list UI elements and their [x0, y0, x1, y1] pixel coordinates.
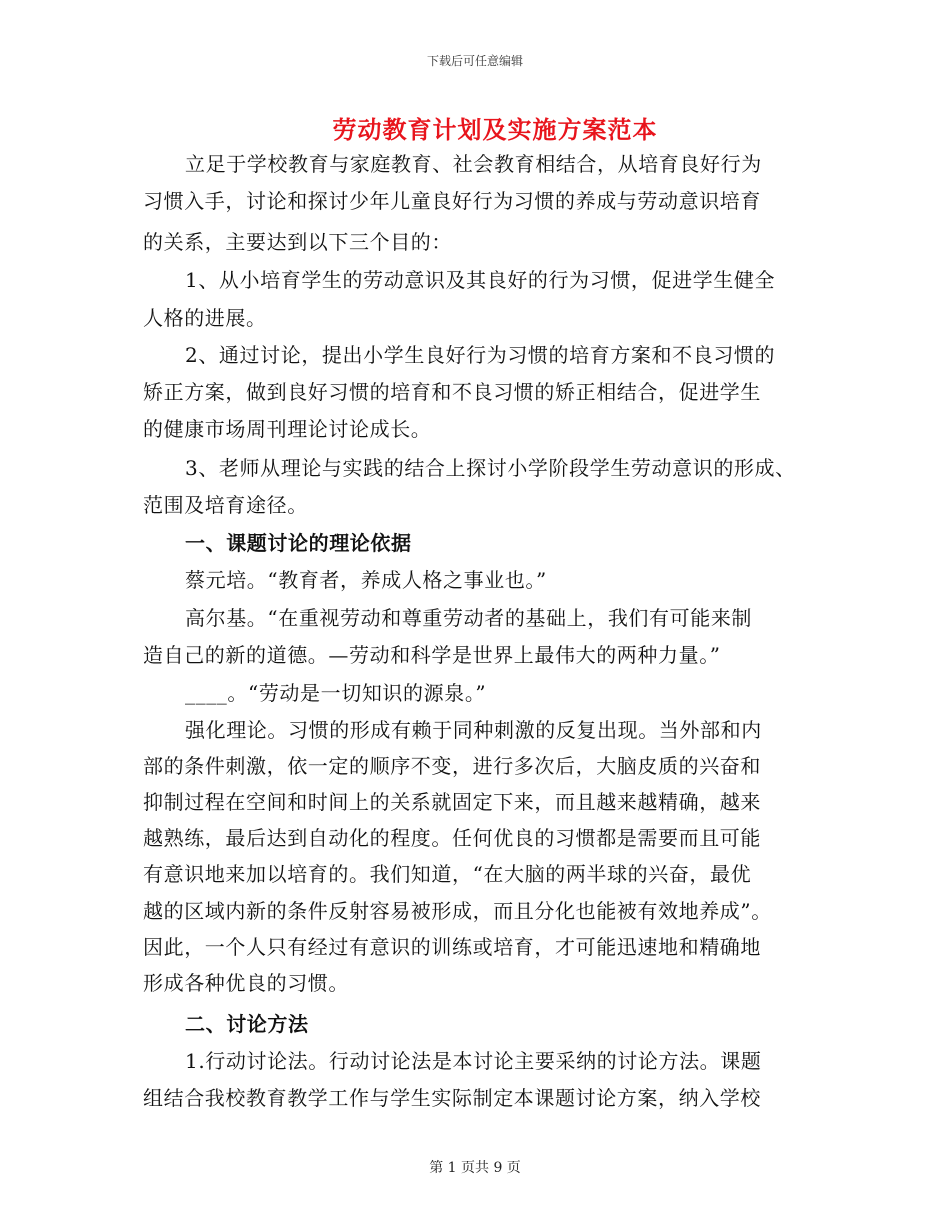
paragraph-line: 1.行动讨论法。行动讨论法是本讨论主要采纳的讨论方法。课题 [185, 1049, 762, 1073]
paragraph-line: 强化理论。习惯的形成有赖于同种刺激的反复出现。当外部和内 [185, 718, 762, 742]
paragraph-line: 因此，一个人只有经过有意识的训练或培育，才可能迅速地和精确地 [143, 935, 761, 959]
paragraph-line: 有意识地来加以培育的。我们知道，“在大脑的两半球的兴奋，最优 [143, 862, 752, 886]
paragraph-line: 2、通过讨论，提出小学生良好行为习惯的培育方案和不良习惯的 [185, 343, 776, 367]
paragraph-line: 组结合我校教育教学工作与学生实际制定本课题讨论方案，纳入学校 [143, 1086, 761, 1110]
paragraph-line: 1、从小培育学生的劳动意识及其良好的行为习惯，促进学生健全 [185, 268, 776, 292]
section-heading: 一、课题讨论的理论依据 [185, 531, 412, 555]
header-note: 下载后可任意编辑 [426, 54, 523, 68]
paragraph-line: 矫正方案，做到良好习惯的培育和不良习惯的矫正相结合，促进学生 [143, 380, 761, 404]
paragraph-line: 部的条件刺激，依一定的顺序不变，进行多次后，大脑皮质的兴奋和 [143, 754, 761, 778]
paragraph-line: 高尔基。“在重视劳动和尊重劳动者的基础上，我们有可能来制 [185, 606, 753, 630]
section-heading: 二、讨论方法 [185, 1012, 309, 1036]
paragraph-line: 习惯入手，讨论和探讨少年儿童良好行为习惯的养成与劳动意识培育 [143, 189, 761, 213]
page-number: 第 1 页共 9 页 [429, 1160, 521, 1176]
paragraph-line: 的健康市场周刊理论讨论成长。 [143, 417, 432, 441]
document-title: 劳动教育计划及实施方案范本 [332, 115, 658, 144]
paragraph-line: 人格的进展。 [143, 306, 267, 330]
paragraph-line: 越熟练，最后达到自动化的程度。任何优良的习惯都是需要而且可能 [143, 826, 761, 850]
paragraph-line: 蔡元培。“教育者，养成人格之事业也。” [185, 568, 547, 592]
paragraph-line: 形成各种优良的习惯。 [143, 971, 349, 995]
paragraph-line: 造自己的新的道德。—劳动和科学是世界上最伟大的两种力量。” [143, 643, 721, 667]
paragraph-line: 越的区域内新的条件反射容易被形成，而且分化也能被有效地养成”。 [143, 899, 772, 923]
paragraph-line: 范围及培育途径。 [143, 493, 308, 517]
paragraph-line: 立足于学校教育与家庭教育、社会教育相结合，从培育良好行为 [185, 152, 762, 176]
paragraph-line: 抑制过程在空间和时间上的关系就固定下来，而且越来越精确，越来 [143, 790, 761, 814]
paragraph-line: ____。“劳动是一切知识的源泉。” [185, 681, 487, 705]
paragraph-line: 的关系，主要达到以下三个目的： [143, 230, 452, 254]
paragraph-line: 3、老师从理论与实践的结合上探讨小学阶段学生劳动意识的形成、 [185, 456, 796, 480]
